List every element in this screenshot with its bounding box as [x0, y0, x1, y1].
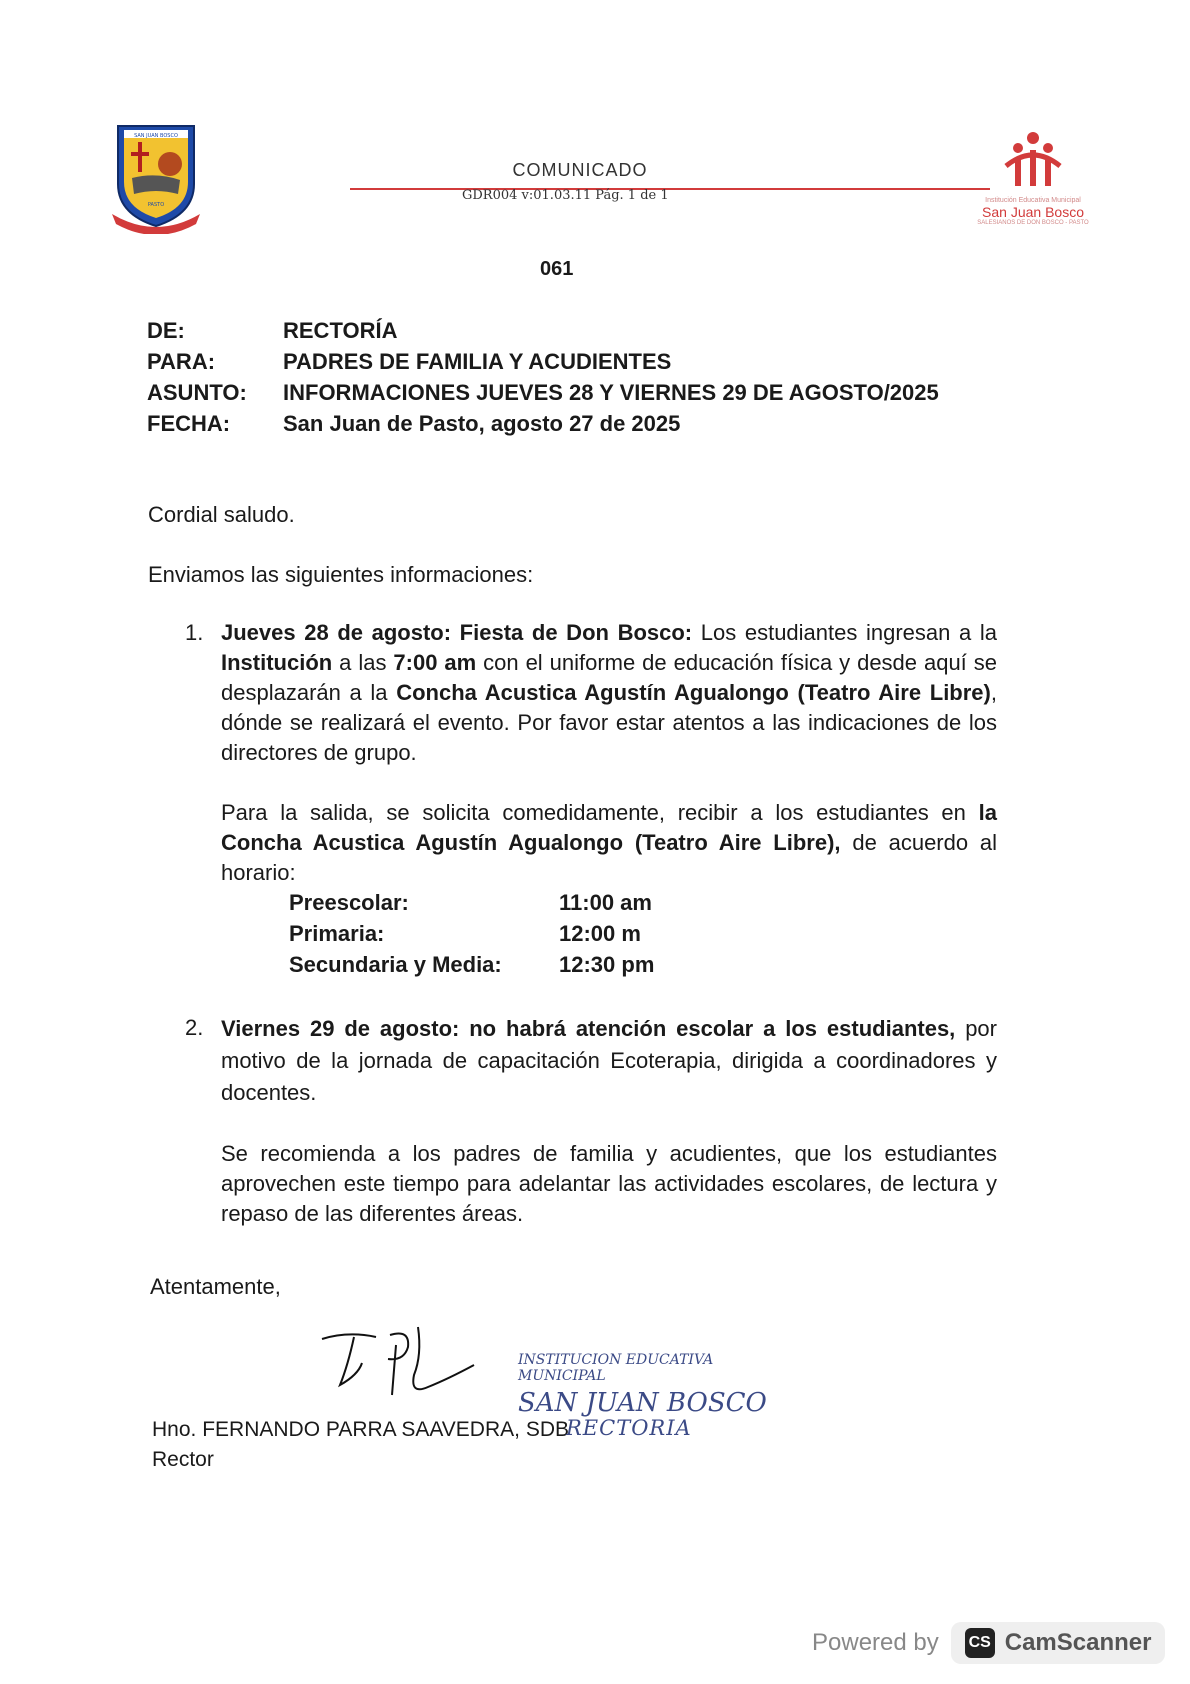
list-item-body [221, 1013, 997, 1229]
salesian-figures-icon [998, 130, 1068, 192]
salesian-logo [968, 130, 1098, 250]
meta-row [147, 411, 939, 442]
meta-value: INFORMACIONES JUEVES 28 Y VIERNES 29 DE AGOSTO/2025 [283, 380, 939, 405]
schedule-row [289, 950, 997, 981]
schedule-time: 11:00 am [559, 890, 652, 915]
item1-exit-paragraph [221, 798, 997, 888]
meta-row [147, 380, 939, 411]
schedule-row [289, 919, 997, 950]
watermark-badge [951, 1622, 1166, 1664]
item1-text: Los estudiantes ingresan a la [692, 620, 997, 645]
item1-bold: Institución [221, 650, 333, 675]
meta-label: DE: [147, 318, 185, 343]
list-item-body [221, 618, 997, 981]
schedule-level: Secundaria y Media: [289, 952, 502, 977]
item1-text: a las [332, 650, 394, 675]
list-item-number: 2. [185, 1015, 204, 1040]
schedule-time: 12:30 pm [559, 952, 655, 977]
list-item [185, 1013, 997, 1229]
item2-lead: Viernes 29 de agosto: no habrá atención escolar a los estudiantes, [221, 1016, 956, 1041]
meta-label: PARA: [147, 349, 216, 374]
item2-recommendation: Se recomienda a los padres de familia y acudientes, que los estudiantes aprovechen este tiempo para adelantar las actividades escolares, de lectura y repaso de las diferentes áreas. [221, 1141, 997, 1226]
meta-row [147, 349, 939, 380]
item1-text: con el uniforme de educación física y desde aquí se desplazarán a la [221, 650, 997, 705]
item1-lead: Jueves 28 de agosto: Fiesta de Don Bosco: [221, 620, 693, 645]
schedule-level: Preescolar: [289, 890, 409, 915]
schedule-time: 12:00 m [559, 921, 641, 946]
meta-value: PADRES DE FAMILIA Y ACUDIENTES [283, 349, 672, 374]
schedule-level: Primaria: [289, 921, 385, 946]
document-number: 061 [540, 258, 574, 280]
watermark-prefix: Powered by [812, 1629, 939, 1656]
item2-text: por motivo de la jornada de capacitación Ecoterapia, dirigida a coordinadores y docentes. [221, 1016, 997, 1105]
handwritten-signature [318, 1325, 478, 1405]
item1-bold: Concha Acustica Agustín Agualongo (Teatro Aire Libre) [396, 680, 991, 705]
logo-right-name: San Juan Bosco [982, 204, 1084, 220]
meta-label: ASUNTO: [147, 380, 247, 405]
document-type-title: COMUNICADO [512, 160, 648, 180]
meta-value: RECTORÍA [283, 318, 398, 343]
stamp-line-3: RECTORIA [566, 1416, 692, 1440]
logo-right-bottom-text: SALESIANOS DE DON BOSCO - PASTO [977, 220, 1089, 226]
list-item-number: 1. [185, 620, 204, 645]
item1-bold: 7:00 am [393, 650, 477, 675]
school-shield-logo [112, 122, 200, 234]
item1-paragraph [221, 618, 997, 768]
signer-role: Rector [152, 1448, 214, 1471]
stamp-line-1: INSTITUCION EDUCATIVA MUNICIPAL [518, 1352, 714, 1384]
schedule-row [289, 888, 997, 919]
camscanner-watermark [812, 1618, 1174, 1668]
item1-text: , dónde se realizará el evento. Por favor estar atentos a las indicaciones de los directores de grupo. [221, 680, 997, 765]
meta-value: San Juan de Pasto, agosto 27 de 2025 [283, 411, 681, 436]
meta-label: FECHA: [147, 411, 231, 436]
item1-text: Para la salida, se solicita comedidamente, recibir a los estudiantes en [221, 800, 979, 825]
memo-header-fields [147, 318, 939, 442]
svg-text:SAN JUAN BOSCO: SAN JUAN BOSCO [134, 133, 178, 139]
intro-text: Enviamos las siguientes informaciones: [148, 562, 534, 587]
svg-text:PASTO: PASTO [147, 202, 165, 208]
information-list [185, 618, 997, 1229]
stamp-line-2: SAN JUAN BOSCO [518, 1388, 767, 1418]
item1-bold: la Concha Acustica Agustín Agualongo (Teatro Aire Libre), [221, 800, 997, 855]
item2-paragraph [221, 1013, 997, 1109]
logo-right-top-text: Institución Educativa Municipal [985, 197, 1081, 204]
document-code: GDR004 v:01.03.11 Pág. 1 de 1 [462, 188, 669, 203]
schedule-table [289, 888, 997, 981]
list-item [185, 618, 997, 981]
signer-name: Hno. FERNANDO PARRA SAAVEDRA, SDB [152, 1418, 569, 1441]
watermark-name: CamScanner [1004, 1629, 1152, 1656]
item1-text: de acuerdo al horario: [221, 830, 998, 885]
greeting: Cordial saludo. [148, 502, 295, 527]
closing: Atentamente, [150, 1274, 281, 1299]
institution-stamp [518, 1352, 778, 1440]
meta-row [147, 318, 939, 349]
header-divider [350, 188, 990, 190]
camscanner-icon: CS [965, 1628, 995, 1658]
